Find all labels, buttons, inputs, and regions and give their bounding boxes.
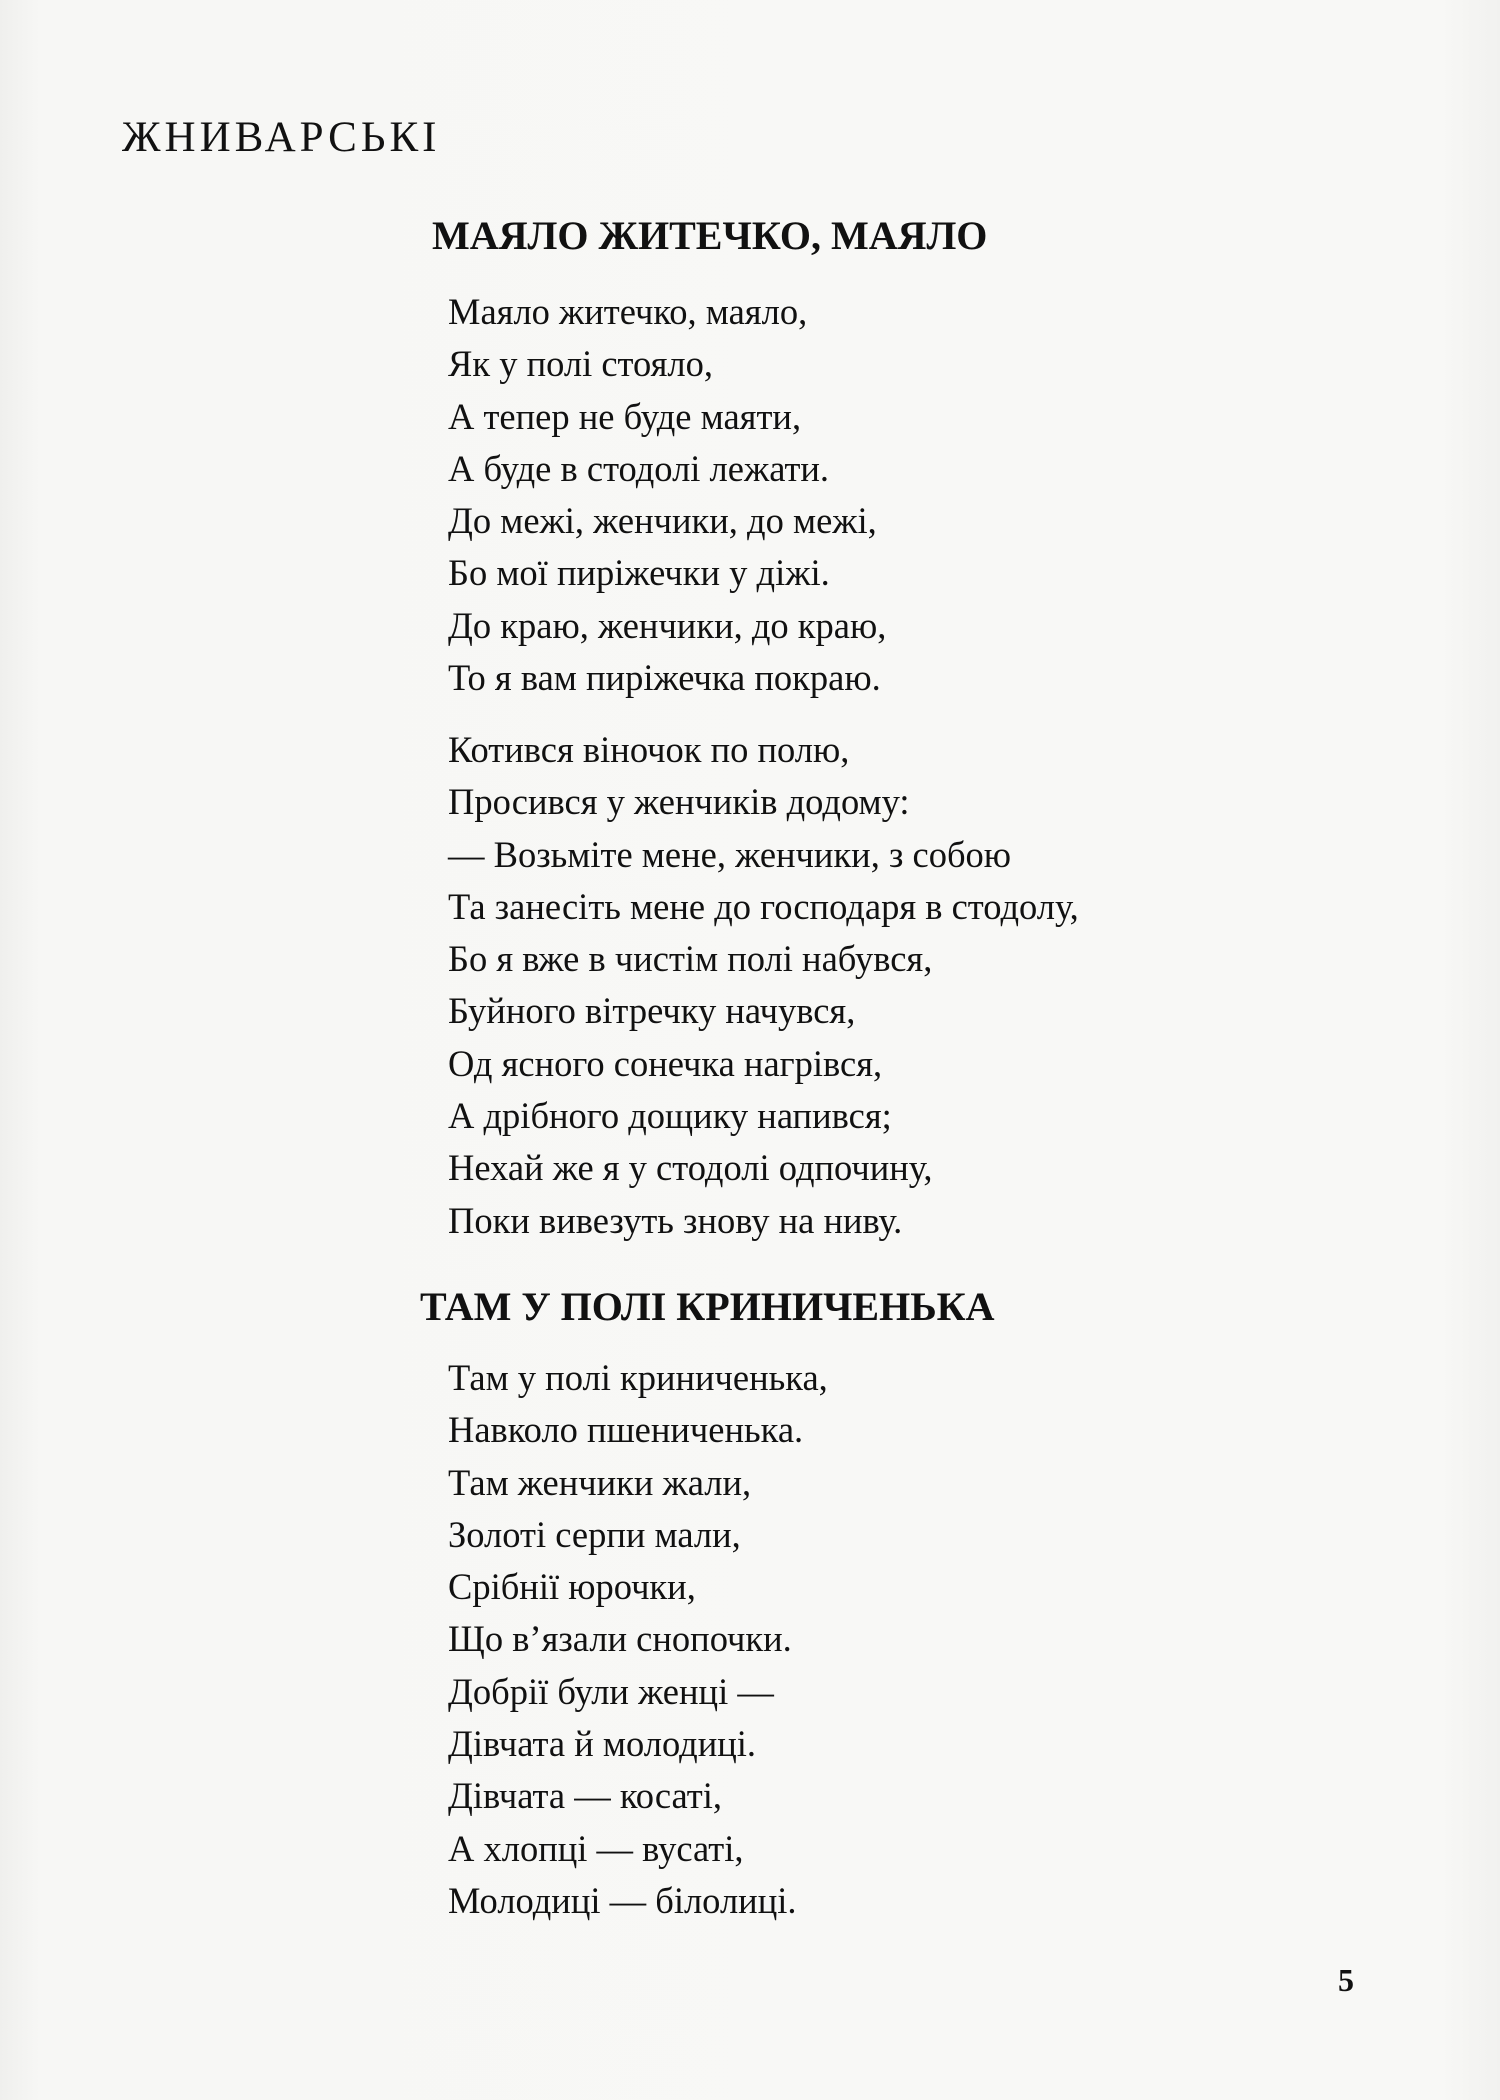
verse-line: Золоті серпи мали, (448, 1513, 741, 1555)
verse-line: Од ясного сонечка нагрівся, (448, 1042, 883, 1084)
verse-line: До межі, женчики, до межі, (448, 500, 877, 542)
song-title-1: МАЯЛО ЖИТЕЧКО, МАЯЛО (432, 213, 988, 258)
verse-line: Дівчата — косаті, (448, 1775, 722, 1817)
verse-line: Срібнії юрочки, (448, 1566, 696, 1608)
verse-line: Бо мої пиріжечки у діжі. (448, 552, 830, 594)
verse-line: Бо я вже в чистім полі набувся, (448, 938, 933, 980)
verse-line: Та занесіть мене до господаря в стодолу, (448, 885, 1079, 927)
verse-line: То я вам пиріжечка покраю. (448, 657, 881, 699)
verse-line: А буде в стодолі лежати. (448, 447, 830, 489)
verse-line: Буйного вітречку начувся, (448, 990, 856, 1032)
section-heading: ЖНИВАРСЬКІ (122, 114, 441, 161)
verse-line: До краю, женчики, до краю, (448, 604, 887, 646)
verse-line: Там женчики жали, (448, 1461, 752, 1503)
verse-line: Добрії були женці — (448, 1670, 774, 1712)
song-1-verse-1 (448, 286, 886, 704)
song-2-verse-1 (448, 1352, 828, 1927)
verse-line: Нехай же я у стодолі одпочину, (448, 1147, 933, 1189)
verse-line: А хлопці — вусаті, (448, 1827, 744, 1869)
verse-line: Котився віночок по полю, (448, 729, 850, 770)
verse-line: Що в’язали снопочки. (448, 1618, 792, 1660)
verse-line: Навколо пшениченька. (448, 1409, 804, 1451)
page-number: 5 (1338, 1962, 1354, 1998)
verse-line: Молодиці — білолиці. (448, 1879, 797, 1921)
verse-line: — Возьміте мене, женчики, з собою (448, 833, 1012, 875)
verse-line: Просився у женчиків додому: (448, 781, 910, 823)
verse-line: А дрібного дощику напився; (448, 1095, 892, 1137)
verse-line: А тепер не буде маяти, (448, 395, 802, 437)
verse-line: Як у полі стояло, (448, 343, 713, 385)
song-1-verse-2 (448, 724, 1079, 1247)
verse-line: Маяло житечко, маяло, (448, 291, 808, 332)
verse-line: Дівчата й молодиці. (448, 1723, 757, 1765)
song-title-2: ТАМ У ПОЛІ КРИНИЧЕНЬКА (420, 1284, 995, 1329)
verse-line: Там у полі криниченька, (448, 1357, 828, 1398)
verse-line: Поки вивезуть знову на ниву. (448, 1199, 903, 1241)
